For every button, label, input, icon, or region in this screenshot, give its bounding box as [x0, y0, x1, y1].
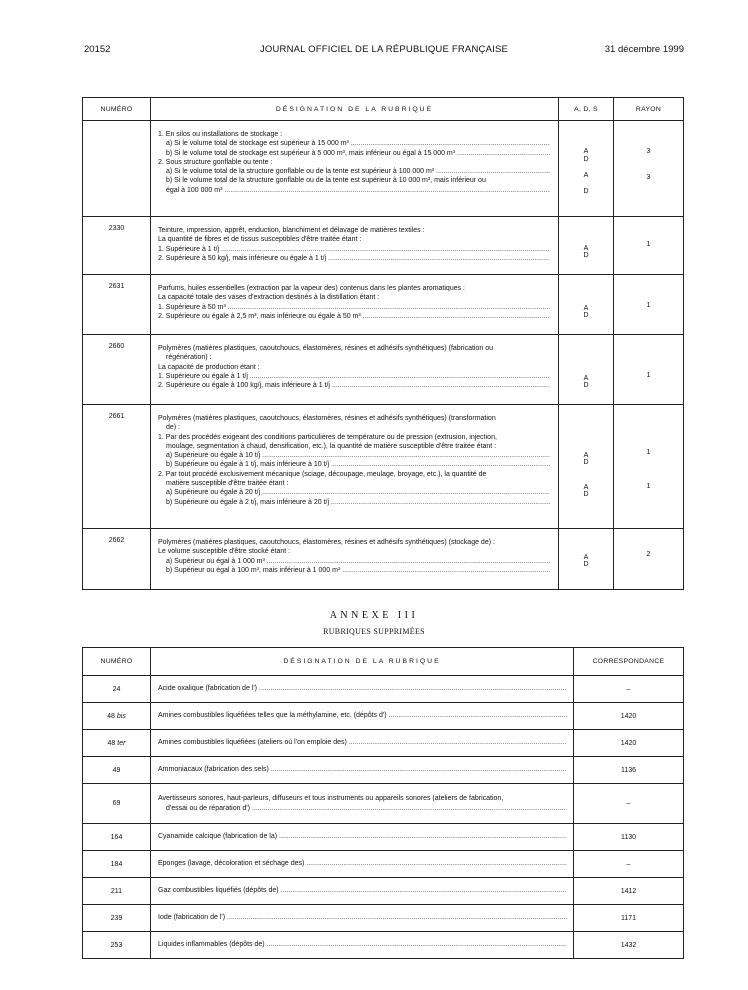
- ads-value: D: [583, 459, 589, 466]
- line: régénération) :: [166, 354, 212, 362]
- ads-value: A: [583, 148, 589, 155]
- row-ads: [559, 529, 614, 590]
- designation-line: Acide oxalique (fabrication de l') .....: [158, 684, 567, 693]
- annex-subtitle: RUBRIQUES SUPPRIMÉES: [323, 627, 425, 636]
- row-correspondance: 1412: [574, 878, 684, 905]
- line: Polymères (matières plastiques, caoutchoucs, élastomères, résines et adhésifs synthétiques) (stockage de) :: [158, 539, 495, 546]
- row-ads: [559, 335, 614, 405]
- line: La capacité totale des vases d'extraction destinés à la distillation étant :: [158, 294, 380, 302]
- journal-title: JOURNAL OFFICIEL DE LA RÉPUBLIQUE FRANÇAISE: [259, 44, 509, 55]
- row-numero: [83, 824, 151, 851]
- line: Le volume susceptible d'être stocké étant :: [158, 548, 291, 556]
- ads-value: A: [583, 484, 589, 491]
- row-correspondance: –: [574, 784, 684, 824]
- col-header-numero: NUMÉRO: [83, 98, 151, 121]
- line: 2. Supérieure ou égale à 100 kg/j, mais inférieure à 1 t/j .....: [158, 381, 550, 390]
- line: Polymères (matières plastiques, caoutchoucs, élastomères, résines et adhésifs synthétiques) (fabrication ou: [158, 345, 493, 352]
- row-rayon: [614, 121, 684, 217]
- line: 1. Supérieure à 1 t/j .....: [158, 245, 550, 254]
- rayon-value: 1: [646, 483, 651, 490]
- line: a) Supérieure ou égale à 20 t/j .....: [166, 488, 550, 497]
- designation-line: Eponges (lavage, décoloration et séchage des) .....: [158, 859, 567, 868]
- line: b) Si le volume total de stockage est supérieur à 5 000 m³, mais inférieur ou égal à 15 000 m³ .....: [166, 149, 550, 158]
- row-designation: [151, 824, 574, 851]
- row-designation: [151, 730, 574, 757]
- row-rayon: [614, 217, 684, 275]
- row-designation: [151, 878, 574, 905]
- line: 2. Sous structure gonflable ou tente :: [158, 158, 273, 166]
- row-numero: 2661: [83, 405, 151, 529]
- row-designation: [151, 932, 574, 959]
- col-header-designation: DÉSIGNATION DE LA RUBRIQUE: [151, 98, 559, 121]
- row-correspondance: 1420: [574, 703, 684, 730]
- row-designation: [151, 703, 574, 730]
- row-rayon: [614, 335, 684, 405]
- line: Polymères (matières plastiques, caoutchoucs, élastomères, résines et adhésifs synthétiques) (transformation: [158, 415, 496, 422]
- line: a) Supérieur ou égal à 1 000 m³ .....: [166, 557, 550, 566]
- row-designation: [151, 335, 559, 405]
- row-correspondance: 1420: [574, 730, 684, 757]
- designation-line: Avertisseurs sonores, haut-parleurs, diffuseurs et tous instruments ou appareils sonores (ateliers de fabrication,: [158, 795, 504, 803]
- ads-value: D: [583, 382, 589, 389]
- line: La capacité de production étant :: [158, 363, 260, 371]
- ads-value: A: [583, 554, 589, 561]
- line: b) Supérieure ou égale à 1 t/j, mais inférieure à 10 t/j .....: [166, 460, 550, 469]
- row-designation: [151, 275, 559, 335]
- ads-value: A: [583, 452, 589, 459]
- table-row: [83, 405, 684, 529]
- ads-value: A: [583, 305, 589, 312]
- row-designation: [151, 676, 574, 703]
- line: matière susceptible d'être traitée étant :: [166, 480, 289, 488]
- row-ads: [559, 217, 614, 275]
- row-designation: [151, 905, 574, 932]
- line: 1. Supérieure ou égale à 1 t/j .....: [158, 372, 550, 381]
- designation-line: Gaz combustibles liquéfiés (dépôts de) .....: [158, 886, 567, 895]
- designation-line: Ammoniacaux (fabrication des sels) .....: [158, 765, 567, 774]
- line: 1. En silos ou installations de stockage :: [158, 131, 283, 138]
- numero-value: 239: [110, 914, 123, 922]
- line: 2. Supérieure ou égale à 2,5 m³, mais inférieure ou égale à 50 m³ .....: [158, 312, 550, 321]
- numero-value: 211: [110, 887, 123, 895]
- row-rayon: [614, 275, 684, 335]
- table-row: [83, 703, 684, 730]
- line: a) Si le volume total de stockage est supérieur à 15 000 m³ .....: [166, 139, 550, 148]
- ads-value: A: [583, 172, 589, 179]
- table-row: [83, 335, 684, 405]
- ads-value: D: [583, 188, 589, 195]
- line: b) Si le volume total de la structure gonflable ou de la tente est supérieur à 10 000 m³, mais inférieur ou: [166, 177, 486, 185]
- rayon-value: 2: [646, 551, 651, 558]
- page-number: 20152: [84, 44, 111, 55]
- designation-line: Amines combustibles liquéfiées telles que la méthylamine, etc. (dépôts d') .....: [158, 711, 567, 720]
- line: La quantité de fibres et de tissus susceptibles d'être traitée étant :: [158, 236, 362, 244]
- col-header-numero: NUMÉRO: [83, 648, 151, 676]
- col-header-rayon: RAYON: [614, 98, 684, 121]
- page-header: [84, 44, 684, 58]
- row-ads: [559, 275, 614, 335]
- row-correspondance: 1130: [574, 824, 684, 851]
- row-designation: [151, 784, 574, 824]
- numero-value: 69: [112, 800, 121, 807]
- row-designation: [151, 217, 559, 275]
- rayon-value: 1: [646, 302, 651, 309]
- line: moulage, segmentation à chaud, densification, etc.), la quantité de matière susceptible d'être traitée étant :: [166, 442, 497, 450]
- row-correspondance: 1136: [574, 757, 684, 784]
- table-row: [83, 529, 684, 590]
- row-designation: [151, 851, 574, 878]
- ads-value: D: [583, 156, 589, 163]
- numero-value: 49: [112, 766, 121, 774]
- line: de) :: [166, 424, 181, 432]
- numero-value: 24: [112, 685, 121, 693]
- ads-value: D: [583, 312, 589, 319]
- row-correspondance: 1171: [574, 905, 684, 932]
- col-header-correspondance: CORRESPONDANCE: [574, 648, 684, 676]
- row-designation: [151, 757, 574, 784]
- col-header-designation: DÉSIGNATION DE LA RUBRIQUE: [151, 648, 574, 676]
- numero-suffix: bis: [116, 712, 126, 720]
- ads-value: A: [583, 245, 589, 252]
- numero-value: 253: [110, 941, 123, 949]
- table-row: [83, 824, 684, 851]
- numero-value: 184: [110, 860, 123, 868]
- row-numero: [83, 851, 151, 878]
- row-rayon: [614, 529, 684, 590]
- issue-date: 31 décembre 1999: [604, 44, 684, 55]
- row-numero: [83, 932, 151, 959]
- col-header-ads: A, D, S: [559, 98, 614, 121]
- line: a) Supérieure ou égale à 10 t/j .....: [166, 451, 550, 460]
- rayon-value: 3: [646, 174, 651, 181]
- line: a) Si le volume total de la structure gonflable ou de la tente est supérieur à 100 000 m³ .....: [166, 167, 550, 176]
- table-row: [83, 905, 684, 932]
- row-numero: 2662: [83, 529, 151, 590]
- row-ads: [559, 121, 614, 217]
- line: b) Supérieure ou égale à 2 t/j, mais inférieure à 20 t/j .....: [166, 498, 550, 507]
- row-designation: [151, 121, 559, 217]
- row-rayon: [614, 405, 684, 529]
- row-numero: [83, 676, 151, 703]
- row-correspondance: –: [574, 676, 684, 703]
- line: Parfums, huiles essentielles (extraction par la vapeur des) contenus dans les plantes aromatiques :: [158, 285, 465, 292]
- rayon-value: 1: [646, 449, 651, 456]
- numero-value: 48: [107, 739, 116, 747]
- annex-title: ANNEXE III: [329, 610, 419, 621]
- designation-line: Amines combustibles liquéfiées (ateliers où l'on emploie des) .....: [158, 738, 567, 747]
- table-row: [83, 784, 684, 824]
- row-numero: 2631: [83, 275, 151, 335]
- suppressed-rubriques-table: [82, 647, 684, 959]
- line: b) Supérieur ou égal à 100 m³, mais inférieur à 1 000 m³ .....: [166, 566, 550, 575]
- table-row: [83, 851, 684, 878]
- line: Teinture, impression, apprêt, enduction, blanchiment et délavage de matières textiles :: [158, 227, 425, 234]
- numero-suffix: ter: [117, 739, 126, 747]
- designation-line: Iode (fabrication de l') .....: [158, 913, 567, 922]
- table-row: [83, 121, 684, 217]
- table-row: [83, 757, 684, 784]
- row-correspondance: –: [574, 851, 684, 878]
- rayon-value: 1: [646, 241, 651, 248]
- table-row: [83, 878, 684, 905]
- row-numero: 2330: [83, 217, 151, 275]
- row-numero: [83, 757, 151, 784]
- row-numero: [83, 703, 151, 730]
- designation-line: Cyanamide calcique (fabrication de la) .....: [158, 832, 567, 841]
- rubriques-table: [82, 97, 684, 590]
- ads-value: D: [583, 561, 589, 568]
- ads-value: D: [583, 252, 589, 259]
- row-numero: [83, 905, 151, 932]
- row-designation: [151, 529, 559, 590]
- table-row: [83, 932, 684, 959]
- rayon-value: 1: [646, 372, 651, 379]
- designation-line: d'essai ou de réparation d') .....: [158, 804, 567, 813]
- row-numero: [83, 121, 151, 217]
- designation-line: Liquides inflammables (dépôts de) .....: [158, 940, 567, 949]
- table-row: [83, 676, 684, 703]
- table-row: [83, 217, 684, 275]
- ads-value: A: [583, 375, 589, 382]
- rayon-value: 3: [646, 148, 651, 155]
- line: 1. Supérieure à 50 m³ .....: [158, 303, 550, 312]
- line: 2. Supérieure à 50 kg/j, mais inférieure ou égale à 1 t/j .....: [158, 254, 550, 263]
- table-row: [83, 730, 684, 757]
- numero-value: 48: [107, 712, 115, 720]
- line: 1. Par des procédés exigeant des conditions particulières de température ou de pression (extrusion, injection,: [158, 433, 497, 441]
- row-numero: [83, 784, 151, 824]
- row-numero: [83, 878, 151, 905]
- numero-value: 164: [110, 833, 123, 841]
- line: égal à 100 000 m³ .....: [166, 186, 550, 195]
- ads-value: D: [583, 491, 589, 498]
- line: 2. Par tout procédé exclusivement mécanique (sciage, découpage, meulage, broyage, etc.), la quantité de: [158, 470, 487, 478]
- row-designation: [151, 405, 559, 529]
- row-ads: [559, 405, 614, 529]
- row-correspondance: 1432: [574, 932, 684, 959]
- row-numero: 2660: [83, 335, 151, 405]
- table-row: [83, 275, 684, 335]
- row-numero: [83, 730, 151, 757]
